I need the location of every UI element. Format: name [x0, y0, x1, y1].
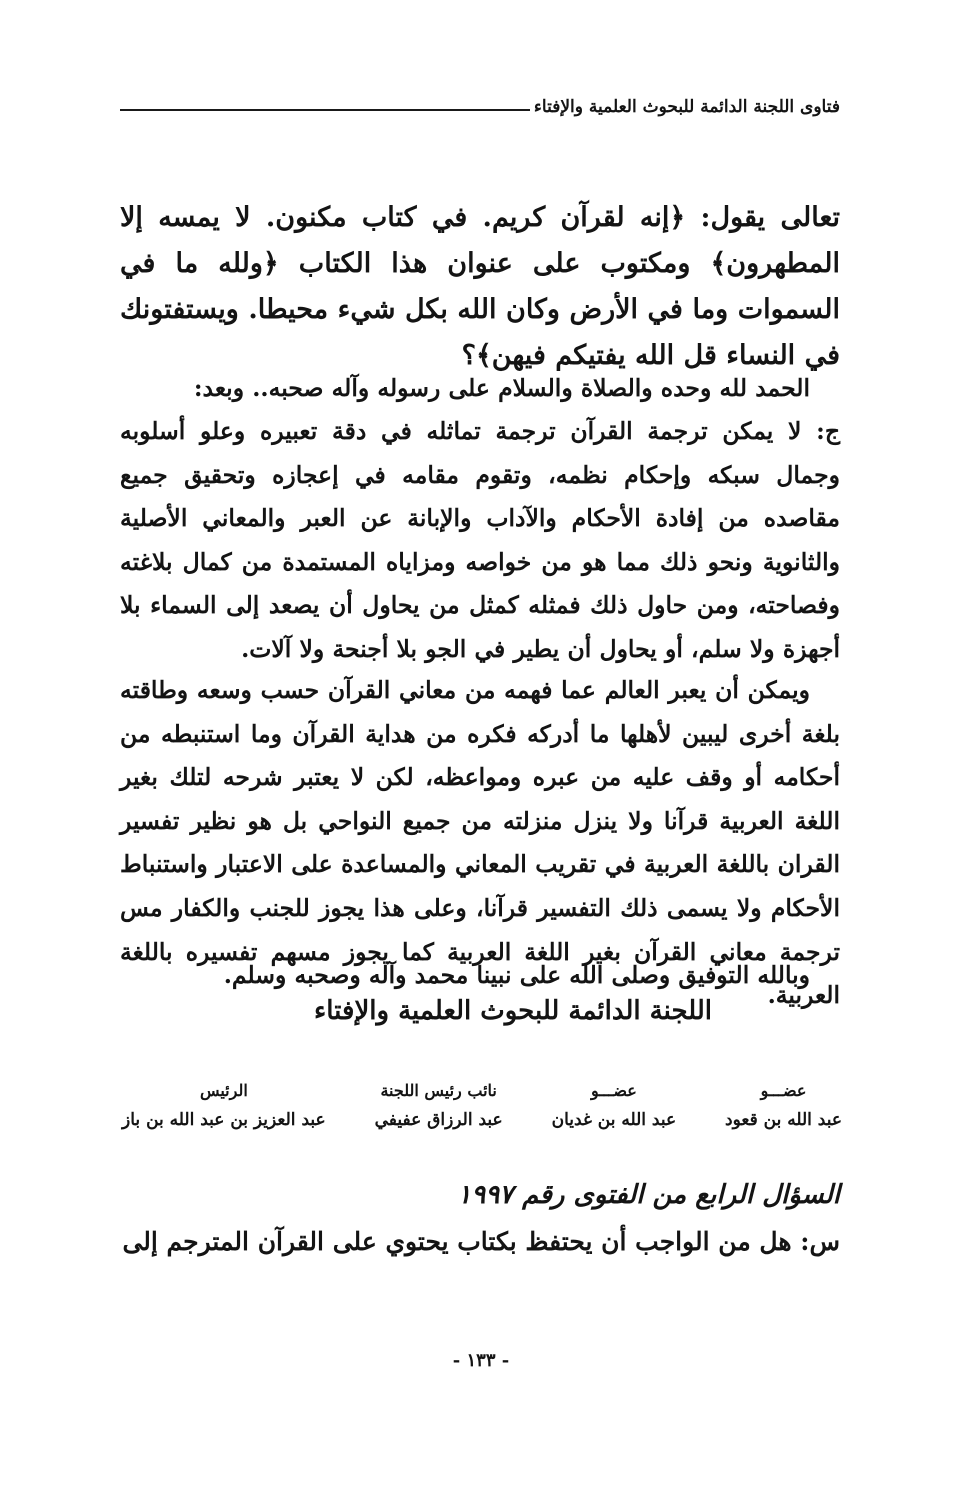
signatory	[725, 1077, 842, 1137]
running-head	[120, 87, 840, 117]
answer-label: ج:	[816, 417, 840, 445]
signatory-name: عبد الله بن قعود	[725, 1110, 842, 1130]
paragraph-2: ويمكن أن يعبر العالم عما فهمه من معاني القرآن حسب وسعه وطاقته بلغة أخرى ليبين لأهلها ما أدركه فكره من هداية القرآن وما استنبطه من أحكامه أو وقف عليه من عبره ومواعظه، لكن لا يعتبر شرحه لتلك بغير اللغة العربية قرآنا ولا ينزل منزلته من جميع النواحي بل هو نظير تفسير القران باللغة العربية في تقريب المعاني والمساعدة على الاعتبار واستنباط الأحكام ولا يسمى ذلك التفسير قرآنا، وعلى هذا يجوز للجنب والكفار مس ترجمة معاني القرآن بغير اللغة العربية كما يجوز مسهم تفسيره باللغة العربية.	[120, 676, 840, 1010]
signatory-role: الرئيس	[199, 1081, 248, 1100]
closing-block	[120, 954, 840, 998]
signatory	[552, 1077, 676, 1137]
signatory-name: عبد الرزاق عفيفي	[374, 1110, 503, 1130]
signatory-name: عبد العزيز بن عبد الله بن باز	[122, 1110, 326, 1130]
running-head-title: فتاوى اللجنة الدائمة للبحوث العلمية والإفتاء	[533, 97, 840, 117]
signatories	[122, 1077, 842, 1137]
committee-name: اللجنة الدائمة للبحوث العلمية والإفتاء	[314, 996, 712, 1026]
answer-paragraph	[120, 410, 840, 672]
page-number: - ١٣٣ -	[452, 1350, 510, 1371]
verse-block	[120, 195, 840, 379]
signatory-role: نائب رئيس اللجنة	[380, 1081, 497, 1100]
running-head-rule	[120, 109, 530, 111]
signatory	[122, 1077, 326, 1137]
signatory-name: عبد الله بن غديان	[551, 1110, 677, 1130]
hamd-block	[120, 367, 840, 411]
signatory-role: عضـــو	[760, 1081, 807, 1100]
question-heading: السؤال الرابع من الفتوى رقم ١٩٩٧	[457, 1180, 840, 1210]
closing-paragraph: وبالله التوفيق وصلى الله على نبينا محمد وآله وصحبه وسلم.	[223, 961, 810, 989]
answer-text: لا يمكن ترجمة القرآن ترجمة تماثله في دقة تعبيره وعلو أسلوبه وجمال سبكه وإحكام نظمه، وتقوم مقامه في إعجازه وتحقيق جميع مقاصده من إفادة الأحكام والآداب والإبانة عن العبر والمعاني الأصلية والثانوية ونحو ذلك مما هو من خواصه ومزاياه المستمدة من كمال بلاغته وفصاحته، ومن حاول ذلك فمثله كمثل من يحاول أن يصعد إلى السماء بلا أجهزة ولا سلم، أو يحاول أن يطير في الجو بلا أجنحة ولا آلات.	[120, 417, 840, 663]
verse-paragraph: تعالى يقول: ﴿إنه لقرآن كريم. في كتاب مكنون. لا يمسه إلا المطهرون﴾ ومكتوب على عنوان هذا الكتاب ﴿ولله ما في السموات وما في الأرض وكان الله بكل شيء محيطا. ويستفتونك في النساء قل الله يفتيكم فيهن﴾؟	[120, 202, 840, 371]
signatory	[375, 1077, 503, 1137]
question-label: س:	[800, 1227, 840, 1256]
signatory-role: عضـــو	[591, 1081, 637, 1100]
question-text: هل من الواجب أن يحتفظ بكتاب يحتوي على القرآن المترجم إلى	[122, 1227, 792, 1256]
hamd-paragraph: الحمد لله وحده والصلاة والسلام على رسوله وآله صحبه.. وبعد:	[193, 374, 810, 402]
question-text-block	[120, 1220, 840, 1264]
answer-block	[120, 410, 840, 672]
